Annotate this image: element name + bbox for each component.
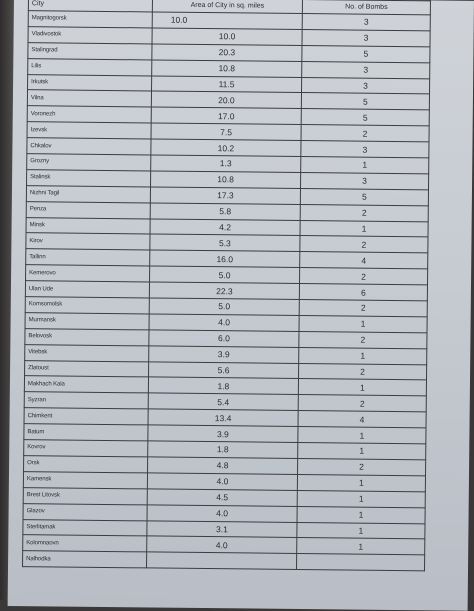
cell-city: Magnitogorsk bbox=[28, 11, 152, 28]
cell-city: Vilna bbox=[27, 90, 151, 107]
city-bombs-table bbox=[22, 0, 431, 572]
cell-city: Kolomnaovn bbox=[23, 535, 147, 552]
cell-city: Vladivostok bbox=[28, 27, 152, 44]
cell-bombs: 2 bbox=[299, 300, 427, 317]
cell-bombs: 5 bbox=[301, 93, 429, 110]
cell-area: 4.0 bbox=[147, 536, 297, 553]
cell-bombs: 1 bbox=[298, 427, 426, 444]
cell-area: 5.6 bbox=[149, 362, 299, 379]
cell-area: 10.0 bbox=[152, 12, 302, 29]
table-row bbox=[23, 551, 425, 571]
cell-city: Voronezh bbox=[27, 106, 151, 123]
cell-city: Belovosk bbox=[25, 328, 149, 345]
cell-city: Minsk bbox=[26, 217, 150, 234]
cell-city: Kovrov bbox=[24, 440, 148, 457]
cell-city: Brest Litovsk bbox=[23, 487, 147, 504]
cell-bombs: 2 bbox=[300, 204, 428, 221]
cell-city: Makhach Kala bbox=[24, 376, 148, 393]
cell-bombs: 1 bbox=[299, 315, 427, 332]
cell-bombs: 3 bbox=[302, 61, 430, 78]
cell-area: 7.5 bbox=[151, 123, 301, 140]
cell-bombs: 3 bbox=[302, 77, 430, 94]
cell-area: 4.0 bbox=[149, 314, 299, 331]
cell-city: Syzran bbox=[24, 392, 148, 409]
cell-city: Irkutsk bbox=[28, 74, 152, 91]
table-body bbox=[23, 11, 431, 571]
cell-area: 1.8 bbox=[148, 377, 298, 394]
cell-area: 17.3 bbox=[150, 187, 300, 204]
cell-bombs: 3 bbox=[302, 29, 430, 46]
cell-city: Batum bbox=[24, 424, 148, 441]
cell-bombs: 1 bbox=[297, 490, 425, 507]
cell-bombs: 4 bbox=[298, 411, 426, 428]
cell-area: 3.1 bbox=[147, 520, 297, 537]
cell-bombs: 2 bbox=[298, 458, 426, 475]
cell-bombs: 1 bbox=[301, 157, 429, 174]
header-city: City bbox=[28, 0, 152, 12]
cell-city: Chimkent bbox=[24, 408, 148, 425]
cell-bombs: 3 bbox=[301, 172, 429, 189]
cell-area: 5.8 bbox=[150, 203, 300, 220]
cell-bombs: 2 bbox=[298, 395, 426, 412]
cell-area: 10.0 bbox=[152, 28, 302, 45]
cell-city: Nizhni Tagil bbox=[26, 185, 150, 202]
cell-area bbox=[147, 552, 297, 569]
cell-bombs: 2 bbox=[301, 125, 429, 142]
cell-area: 10.2 bbox=[151, 139, 301, 156]
cell-city: Stalinsk bbox=[27, 170, 151, 187]
cell-bombs: 1 bbox=[298, 379, 426, 396]
header-bombs: No. of Bombs bbox=[302, 0, 430, 15]
cell-city: Lilis bbox=[28, 58, 152, 75]
cell-city: Kemerovo bbox=[26, 265, 150, 282]
cell-city: Ulan Ude bbox=[25, 281, 149, 298]
cell-bombs bbox=[297, 554, 425, 571]
cell-bombs: 2 bbox=[299, 363, 427, 380]
cell-area: 13.4 bbox=[148, 409, 298, 426]
cell-city: Grozny bbox=[27, 154, 151, 171]
cell-bombs: 2 bbox=[300, 236, 428, 253]
cell-bombs: 1 bbox=[297, 474, 425, 491]
cell-city: Glazov bbox=[23, 503, 147, 520]
cell-area: 4.2 bbox=[150, 219, 300, 236]
cell-area: 5.4 bbox=[148, 393, 298, 410]
cell-bombs: 5 bbox=[301, 109, 429, 126]
cell-area: 5.0 bbox=[150, 266, 300, 283]
cell-city: Penza bbox=[26, 201, 150, 218]
cell-area: 22.3 bbox=[149, 282, 299, 299]
cell-bombs: 1 bbox=[297, 522, 425, 539]
cell-area: 16.0 bbox=[150, 250, 300, 267]
book-page bbox=[8, 0, 474, 611]
cell-area: 4.8 bbox=[148, 457, 298, 474]
cell-area: 10.8 bbox=[152, 60, 302, 77]
cell-bombs: 3 bbox=[302, 14, 430, 31]
cell-bombs: 6 bbox=[299, 284, 427, 301]
cell-area: 4.0 bbox=[147, 505, 297, 522]
cell-city: Sterlitamak bbox=[23, 519, 147, 536]
cell-area: 4.5 bbox=[147, 489, 297, 506]
cell-bombs: 2 bbox=[300, 268, 428, 285]
cell-city: Chkalov bbox=[27, 138, 151, 155]
cell-bombs: 5 bbox=[300, 188, 428, 205]
cell-area: 20.3 bbox=[152, 44, 302, 61]
cell-area: 1.8 bbox=[148, 441, 298, 458]
cell-bombs: 1 bbox=[297, 538, 425, 555]
cell-area: 5.0 bbox=[149, 298, 299, 315]
header-area: Area of City in sq. miles bbox=[152, 0, 302, 14]
cell-bombs: 1 bbox=[298, 443, 426, 460]
cell-area: 3.9 bbox=[149, 346, 299, 363]
cell-city: Kamensk bbox=[23, 471, 147, 488]
cell-city: Komsomolsk bbox=[25, 297, 149, 314]
cell-city: Kirov bbox=[26, 233, 150, 250]
cell-area: 5.3 bbox=[150, 234, 300, 251]
cell-bombs: 3 bbox=[301, 141, 429, 158]
cell-city: Vitebsk bbox=[25, 344, 149, 361]
cell-area: 4.0 bbox=[147, 473, 297, 490]
cell-city: Zlatoust bbox=[25, 360, 149, 377]
cell-area: 17.0 bbox=[151, 107, 301, 124]
cell-city: Nalhodka bbox=[23, 551, 147, 568]
cell-bombs: 4 bbox=[300, 252, 428, 269]
cell-city: Tallinn bbox=[26, 249, 150, 266]
cell-bombs: 1 bbox=[299, 347, 427, 364]
cell-city: Stalingrad bbox=[28, 42, 152, 59]
cell-bombs: 2 bbox=[299, 331, 427, 348]
cell-city: Murmansk bbox=[25, 313, 149, 330]
cell-area: 20.0 bbox=[151, 91, 301, 108]
cell-area: 10.8 bbox=[151, 171, 301, 188]
cell-bombs: 5 bbox=[302, 45, 430, 62]
cell-bombs: 1 bbox=[300, 220, 428, 237]
cell-city: Izevsk bbox=[27, 122, 151, 139]
cell-area: 1.3 bbox=[151, 155, 301, 172]
cell-area: 11.5 bbox=[152, 76, 302, 93]
cell-city: Orsk bbox=[24, 456, 148, 473]
cell-bombs: 1 bbox=[297, 506, 425, 523]
cell-area: 3.9 bbox=[148, 425, 298, 442]
cell-area: 6.0 bbox=[149, 330, 299, 347]
